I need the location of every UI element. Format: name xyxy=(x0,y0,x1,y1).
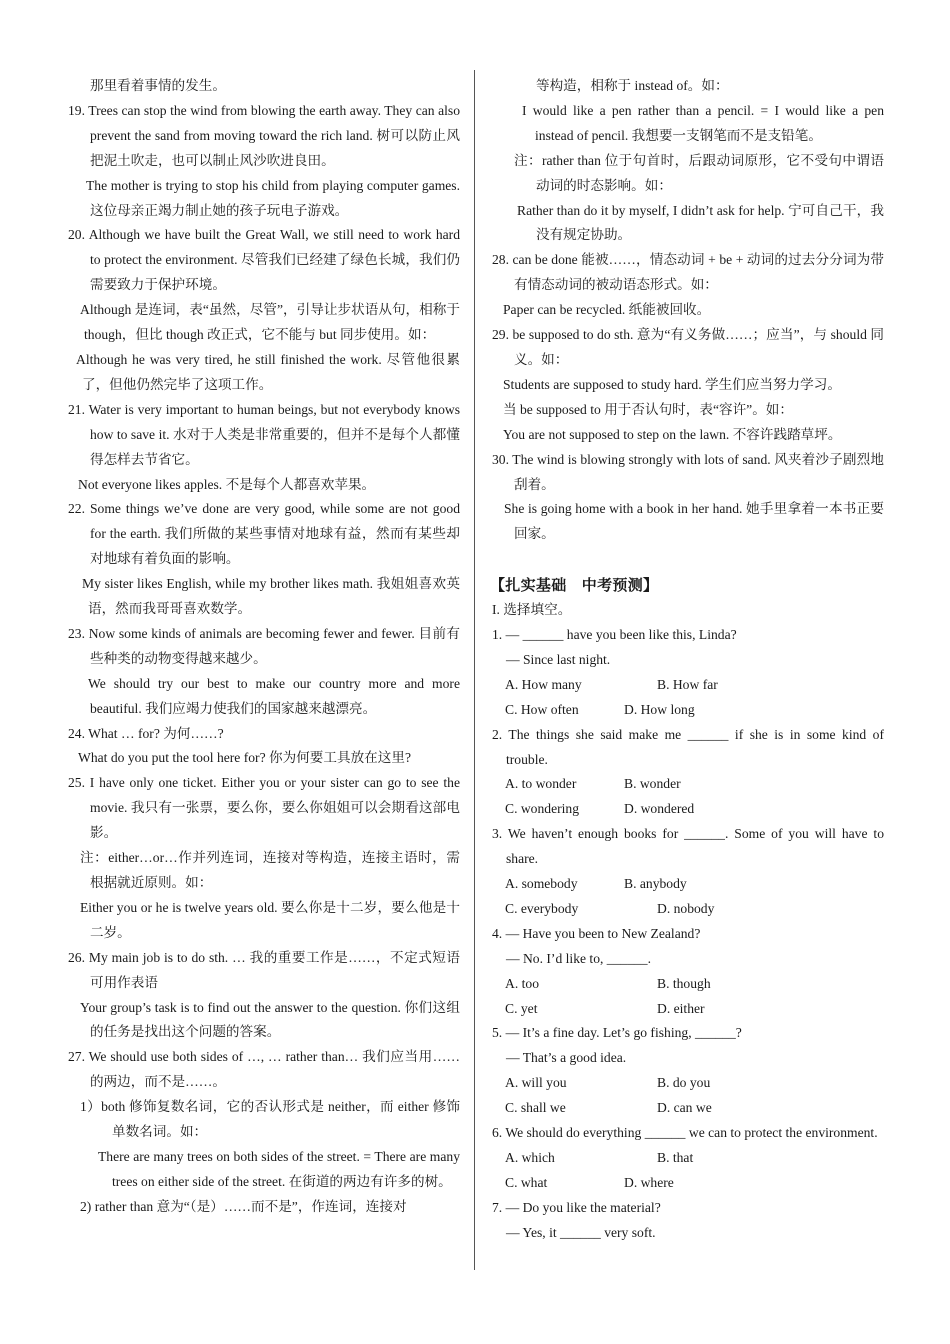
left-paragraph: 27. We should use both sides of …, … rather than… 我们应当用……的两边，而不是……。 xyxy=(68,1049,460,1090)
left-paragraph: 2) rather than 意为“（是）……而不是”，作连词，连接对 xyxy=(80,1198,407,1214)
answer-option: A. How many xyxy=(505,676,582,692)
option-row xyxy=(490,897,884,922)
answer-option: B. How far xyxy=(657,676,718,692)
left-paragraph: 24. What … for? 为何……? xyxy=(68,725,224,741)
right-paragraph: Rather than do it by myself, I didn’t ask for help. 宁可自己干，我没有规定协助。 xyxy=(517,202,884,243)
right-paragraph: Students are supposed to study hard. 学生们应当努力学习。 xyxy=(503,376,841,392)
question-line: — That’s a good idea. xyxy=(506,1050,627,1066)
left-paragraph: Either you or he is twelve years old. 要么你是十二岁，要么他是十二岁。 xyxy=(80,899,460,940)
question-stem: 6. We should do everything ______ we can to protect the environment. xyxy=(492,1125,878,1140)
answer-option: C. wondering xyxy=(505,801,580,817)
left-paragraph: 21. Water is very important to human beings, but not everybody knows how to save it. 水对于人类是非常重要的，但并不是每个人都懂得怎样去节省它。 xyxy=(68,401,460,467)
answer-option: A. somebody xyxy=(505,876,578,892)
question-stem: 1. — ______ have you been like this, Linda? xyxy=(492,627,737,643)
answer-option: A. to wonder xyxy=(505,776,577,792)
left-paragraph: Your group’s task is to find out the answer to the question. 你们这组的任务是找出这个问题的答案。 xyxy=(80,999,460,1040)
right-paragraph: Paper can be recycled. 纸能被回收。 xyxy=(503,302,711,318)
left-paragraph: 19. Trees can stop the wind from blowing the earth away. They can also prevent the sand from moving toward the rich land. 树可以防止风把泥土吹走，也可以制止风沙吹进良田。 xyxy=(68,102,460,168)
answer-option: D. either xyxy=(657,1000,705,1016)
option-row xyxy=(490,1171,884,1196)
right-paragraph: 29. be supposed to do sth. 意为“有义务做……；应当”，与 should 同义。如： xyxy=(492,327,884,367)
answer-option: B. though xyxy=(657,975,711,991)
left-paragraph: Although 是连词，表“虽然，尽管”，引导让步状语从句，相称于 though，但比 though 改正式，它不能与 but 同步使用。如： xyxy=(80,302,460,343)
answer-option: A. will you xyxy=(505,1075,567,1091)
option-row xyxy=(490,698,884,723)
left-paragraph: Not everyone likes apples. 不是每个人都喜欢苹果。 xyxy=(78,476,376,492)
left-paragraph: 注：either…or…作并列连词，连接对等构造，连接主语时，需根据就近原则。如： xyxy=(80,850,460,890)
question-line: — No. I’d like to, ______. xyxy=(506,950,651,966)
left-paragraph: What do you put the tool here for? 你为何要工具放在这里? xyxy=(78,750,411,766)
answer-option: D. How long xyxy=(624,701,695,717)
option-row xyxy=(490,772,884,797)
left-paragraph: 23. Now some kinds of animals are becoming fewer and fewer. 目前有些种类的动物变得越来越少。 xyxy=(68,625,460,666)
answer-option: D. wondered xyxy=(624,801,695,817)
left-paragraph: 20. Although we have built the Great Wall, we still need to work hard to protect the environment. 尽管我们已经建了绿色长城，我们仍需要致力于保护环境。 xyxy=(68,227,460,293)
left-paragraph: 那里看着事情的发生。 xyxy=(90,78,226,93)
answer-option: A. which xyxy=(505,1149,555,1165)
answer-option: B. anybody xyxy=(624,876,687,892)
answer-option: D. nobody xyxy=(657,900,715,916)
answer-option: C. yet xyxy=(505,1000,538,1016)
right-paragraph: 当 be supposed to 用于否认句时，表“容许”。如： xyxy=(503,401,793,417)
right-column xyxy=(490,74,884,1246)
left-paragraph: 26. My main job is to do sth. … 我的重要工作是……，不定式短语可用作表语 xyxy=(68,949,460,990)
question-stem: 5. — It’s a fine day. Let’s go fishing, ______? xyxy=(492,1025,742,1041)
question-line: — Yes, it ______ very soft. xyxy=(506,1224,656,1240)
left-paragraph: 25. I have only one ticket. Either you or your sister can go to see the movie. 我只有一张票，要么你，要么你姐姐可以会期看这部电影。 xyxy=(68,775,460,841)
question-stem: 7. — Do you like the material? xyxy=(492,1199,661,1215)
left-paragraph: My sister likes English, while my brother likes math. 我姐姐喜欢英语，然而我哥哥喜欢数学。 xyxy=(82,576,460,617)
answer-option: B. do you xyxy=(657,1075,711,1091)
answer-option: B. that xyxy=(657,1149,694,1165)
option-row xyxy=(490,1096,884,1121)
right-paragraph: 28. can be done 能被……，情态动词 + be + 动词的过去分分词为带有情态动词的被动语态形式。如： xyxy=(492,252,884,293)
answer-option: C. everybody xyxy=(505,900,579,916)
left-paragraph: There are many trees on both sides of the street. = There are many trees on either side of the street. 在街道的两边有许多的树。 xyxy=(98,1148,460,1189)
answer-option: D. can we xyxy=(657,1100,712,1116)
option-row xyxy=(490,1146,884,1171)
answer-option: D. where xyxy=(624,1174,674,1190)
right-paragraph: I would like a pen rather than a pencil. = I would like a pen instead of pencil. 我想要一支钢笔而不是支铅笔。 xyxy=(522,102,884,143)
answer-option: A. too xyxy=(505,975,539,991)
answer-option: C. what xyxy=(505,1174,548,1190)
question-stem: 3. We haven’t enough books for ______. Some of you will have to share. xyxy=(492,826,884,867)
option-row xyxy=(490,997,884,1022)
option-row xyxy=(490,972,884,997)
left-column xyxy=(66,74,460,1220)
right-paragraph: 注：rather than 位于句首时，后跟动词原形，它不受句中谓语动词的时态影响。如： xyxy=(514,152,884,193)
option-row xyxy=(490,797,884,822)
option-row xyxy=(490,673,884,698)
question-line: — Since last night. xyxy=(506,651,611,667)
left-paragraph: The mother is trying to stop his child from playing computer games. 这位母亲正竭力制止她的孩子玩电子游戏。 xyxy=(86,177,460,218)
left-paragraph: We should try our best to make our country more and more beautiful. 我们应竭力使我们的国家越来越漂亮。 xyxy=(88,675,460,716)
question-stem: 4. — Have you been to New Zealand? xyxy=(492,925,701,941)
answer-option: C. shall we xyxy=(505,1100,566,1116)
left-paragraph: 1）both 修饰复数名词，它的否认形式是 neither，而 either 修饰单数名词。如： xyxy=(80,1099,460,1140)
right-paragraph: She is going home with a book in her hand. 她手里拿着一本书正要回家。 xyxy=(504,501,884,542)
section-title: 【扎实基础 中考预测】 xyxy=(490,576,659,595)
answer-option: B. wonder xyxy=(624,776,681,792)
column-divider xyxy=(474,70,475,1270)
left-paragraph: 22. Some things we’ve done are very good, while some are not good for the earth. 我们所做的某些事情对地球有益，然而有某些却对地球有着负面的影响。 xyxy=(68,501,460,567)
right-paragraph: 等构造，相称于 instead of。如： xyxy=(536,78,729,93)
answer-option: C. How often xyxy=(505,701,579,717)
right-paragraph: You are not supposed to step on the lawn. 不容许践踏草坪。 xyxy=(503,426,842,442)
right-paragraph: 30. The wind is blowing strongly with lots of sand. 风夹着沙子剧烈地刮着。 xyxy=(492,451,884,492)
question-stem: 2. The things she said make me ______ if she is in some kind of trouble. xyxy=(492,726,884,767)
section-intro: I. 选择填空。 xyxy=(492,602,572,618)
option-row xyxy=(490,872,884,897)
left-paragraph: Although he was very tired, he still finished the work. 尽管他很累了，但他仍然完毕了这项工作。 xyxy=(76,351,460,392)
option-row xyxy=(490,1071,884,1096)
